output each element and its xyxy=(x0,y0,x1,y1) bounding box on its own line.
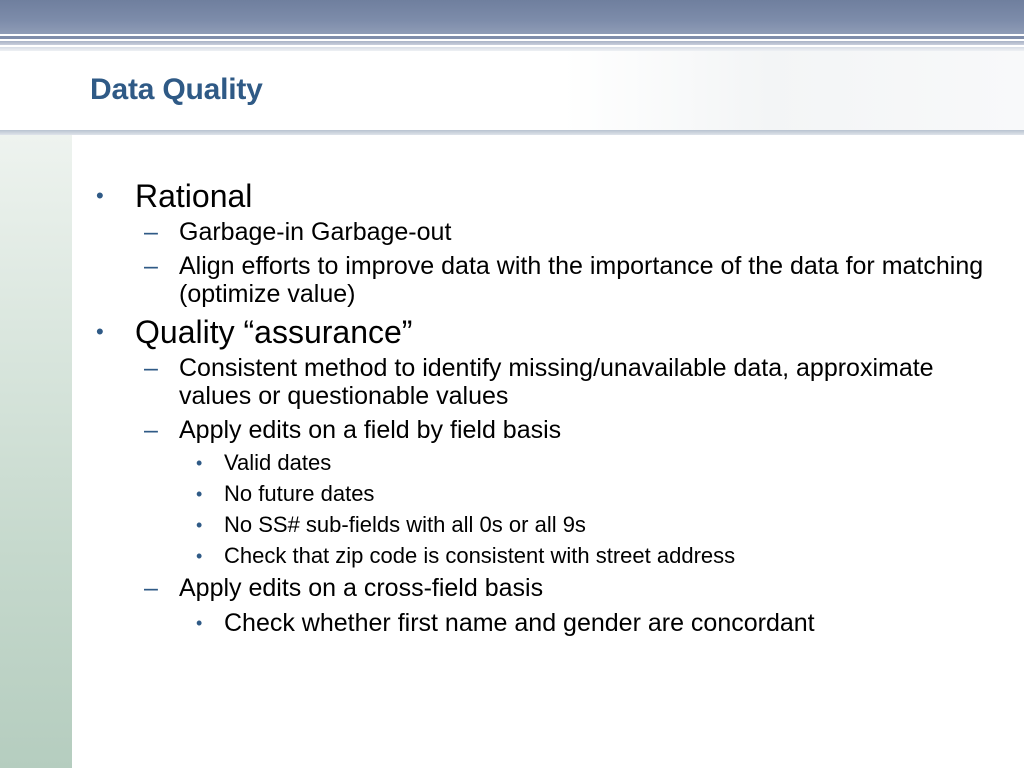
bullet-icon: • xyxy=(196,515,203,535)
left-decorative-bar xyxy=(0,135,72,768)
bullet-text: Check that zip code is consistent with street address xyxy=(224,543,736,568)
bullet-text: Check whether first name and gender are concordant xyxy=(224,609,815,637)
bullet-icon: • xyxy=(196,613,203,633)
bullet-text: Rational xyxy=(135,178,253,214)
dash-icon: – xyxy=(144,574,158,602)
slide-title: Data Quality xyxy=(90,73,263,106)
bullet-text: No SS# sub-fields with all 0s or all 9s xyxy=(224,512,586,537)
bullet-icon: • xyxy=(196,546,203,566)
bullet-text: Garbage-in Garbage-out xyxy=(179,218,452,246)
bullet-level-1 xyxy=(96,314,996,350)
bullet-level-3 xyxy=(96,450,996,476)
title-divider xyxy=(0,130,1024,135)
bullet-level-2 xyxy=(96,416,996,444)
bullet-icon: • xyxy=(196,484,203,504)
bullet-level-2 xyxy=(96,252,996,308)
bullet-text: Valid dates xyxy=(224,450,332,475)
bullet-text: Consistent method to identify missing/unavailable data, approximate values or questionable values xyxy=(179,354,934,410)
bullet-level-1 xyxy=(96,178,996,214)
bullet-level-3 xyxy=(96,481,996,507)
bullet-level-2 xyxy=(96,218,996,246)
top-banner xyxy=(0,0,1024,34)
dash-icon: – xyxy=(144,252,158,280)
bullet-level-3 xyxy=(96,512,996,538)
bullet-text: Quality “assurance” xyxy=(135,314,413,350)
bullet-icon: • xyxy=(96,319,104,344)
bullet-text: Apply edits on a field by field basis xyxy=(179,416,562,444)
bullet-text: No future dates xyxy=(224,481,375,506)
banner-stripe xyxy=(0,41,1024,45)
bullet-level-2 xyxy=(96,574,996,602)
dash-icon: – xyxy=(144,354,158,382)
slide-body xyxy=(96,178,996,643)
bullet-text: Apply edits on a cross-field basis xyxy=(179,574,544,602)
bullet-level-3 xyxy=(96,543,996,569)
bullet-icon: • xyxy=(196,453,203,473)
bullet-level-2 xyxy=(96,354,996,410)
bullet-icon: • xyxy=(96,183,104,208)
bullet-level-3 xyxy=(96,608,996,638)
banner-stripe xyxy=(0,36,1024,39)
dash-icon: – xyxy=(144,218,158,246)
bullet-text: Align efforts to improve data with the importance of the data for matching (optimize value) xyxy=(179,252,984,308)
dash-icon: – xyxy=(144,416,158,444)
